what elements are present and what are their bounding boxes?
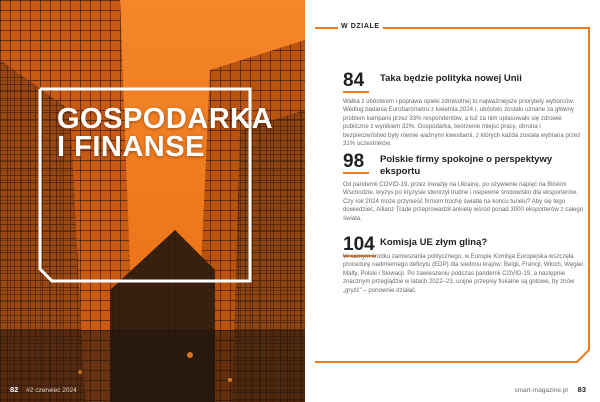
entry-title: Polskie firmy spokojne o perspektywy eksportu: [380, 154, 553, 177]
section-title-line2: I FINANSE: [57, 131, 205, 163]
entry-body: W samym środku zamieszania politycznego, w Europie Komisja Europejska wszczęła procedurę nadmiernego deficytu (EDP) dla siedmiu krajów: Belgii, Francji, Włoch, Węgier, Malty, Polski i Słowacji. Po zawieszeniu podczas pandemii COVID-19, a następnie znacznym przeglądzie w latach 2022–23, unijne przepisy fiskalne są gotowe, by znów „gryźć” – ponownie działać.: [343, 253, 585, 294]
entry-underline: [343, 91, 369, 93]
right-page-number: 83: [577, 385, 586, 394]
right-footer: [514, 385, 586, 394]
entry-page-number: 98: [343, 151, 365, 172]
left-footer: [10, 385, 77, 394]
entry-page-number: 104: [343, 234, 375, 255]
section-title: [57, 105, 273, 161]
section-title-line1: GOSPODARKA: [57, 103, 274, 135]
entry-title: Taka będzie polityka nowej Unii: [380, 73, 522, 84]
toc-label: W DZIALE: [338, 23, 383, 30]
entry-title: Komisja UE złym gliną?: [380, 237, 488, 248]
entry-body: Walka z ubóstwem i poprawa opieki zdrowotnej to najważniejsze priorytety wyborców. Według badania Eurobarometru z kwietnia 2024 r. ubóstwo zostało uznane za główny problem kampanii przez 33% respondentów, a tuż za nim uplasowało się zdrowie publiczne z wynikiem 32%. Gospodarka, tworzenie miejsc pracy, obrona i bezpieczeństwo były równie ważnymi kwestiami, z których każda została wybrana przez 31% uczestników.: [343, 98, 581, 148]
entry-page-number: 84: [343, 70, 365, 91]
entry-underline: [343, 172, 369, 174]
left-page-number: 82: [10, 385, 19, 394]
issue-label: #2 czerwiec 2024: [26, 387, 77, 394]
entry-body: Od pandemii COVID-19, przez inwazję na Ukrainę, po ożywienie napięć na Bliskim Wschodzie, kryzys po kryzysie stworzył trudne i niepewne środowisko dla eksporterów. Czy rok 2024 może przynieść firmom trochę światła na końcu tunelu? Aby się tego dowiedzieć, Allianz Trade przeprowadził ankietę wśród ponad 3000 eksporterów z całego świata.: [343, 181, 584, 222]
website-label[interactable]: smart-magazine.pl: [514, 387, 568, 394]
right-page: [305, 0, 600, 402]
